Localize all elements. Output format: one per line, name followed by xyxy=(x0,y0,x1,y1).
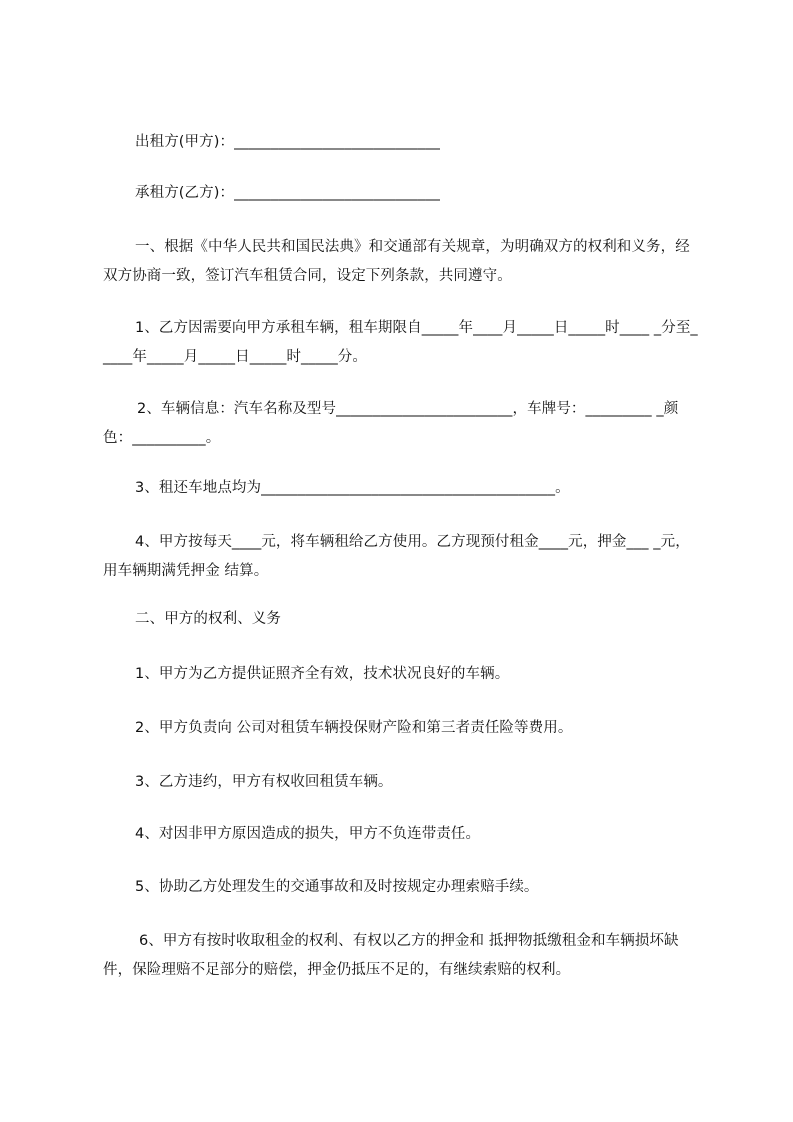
clause-pickup-location: 3、租还车地点均为________________________________________。 xyxy=(135,480,570,496)
lessee-line: 承租方(乙方)：____________________________ xyxy=(135,185,440,201)
section2-item-2: 2、甲方负责向 公司对租赁车辆投保财产险和第三者责任险等费用。 xyxy=(135,720,573,736)
section2-item-1: 1、甲方为乙方提供证照齐全有效，技术状况良好的车辆。 xyxy=(135,666,510,682)
clause-vehicle-info: 2、车辆信息：汽车名称及型号________________________，车牌号：_________ _颜色：__________。 xyxy=(103,401,679,446)
clause-rent-deposit: 4、甲方按每天____元，将车辆租给乙方使用。乙方现预付租金____元，押金___ _元，用车辆期满凭押金 结算。 xyxy=(103,534,690,579)
section2-item-4: 4、对因非甲方原因造成的损失，甲方不负连带责任。 xyxy=(135,826,481,842)
lessor-line: 出租方(甲方)：____________________________ xyxy=(135,134,440,150)
section2-item-6: 6、甲方有按时收取租金的权利、有权以乙方的押金和 抵押物抵缴租金和车辆损坏缺件，保险理赔不足部分的赔偿，押金仍抵压不足的，有继续索赔的权利。 xyxy=(103,933,679,978)
section2-item-5: 5、协助乙方处理发生的交通事故和及时按规定办理索赔手续。 xyxy=(135,879,539,895)
clause-rental-period: 1、乙方因需要向甲方承租车辆，租车期限自_____年____月_____日_____时____ _分至_____年_____月_____日_____时_____分。 xyxy=(103,320,698,365)
section2-title: 二、甲方的权利、义务 xyxy=(135,611,281,627)
intro-paragraph: 一、根据《中华人民共和国民法典》和交通部有关规章，为明确双方的权利和义务，经双方协商一致，签订汽车租赁合同，设定下列条款，共同遵守。 xyxy=(103,239,690,284)
section2-item-3: 3、乙方违约，甲方有权收回租赁车辆。 xyxy=(135,774,393,790)
